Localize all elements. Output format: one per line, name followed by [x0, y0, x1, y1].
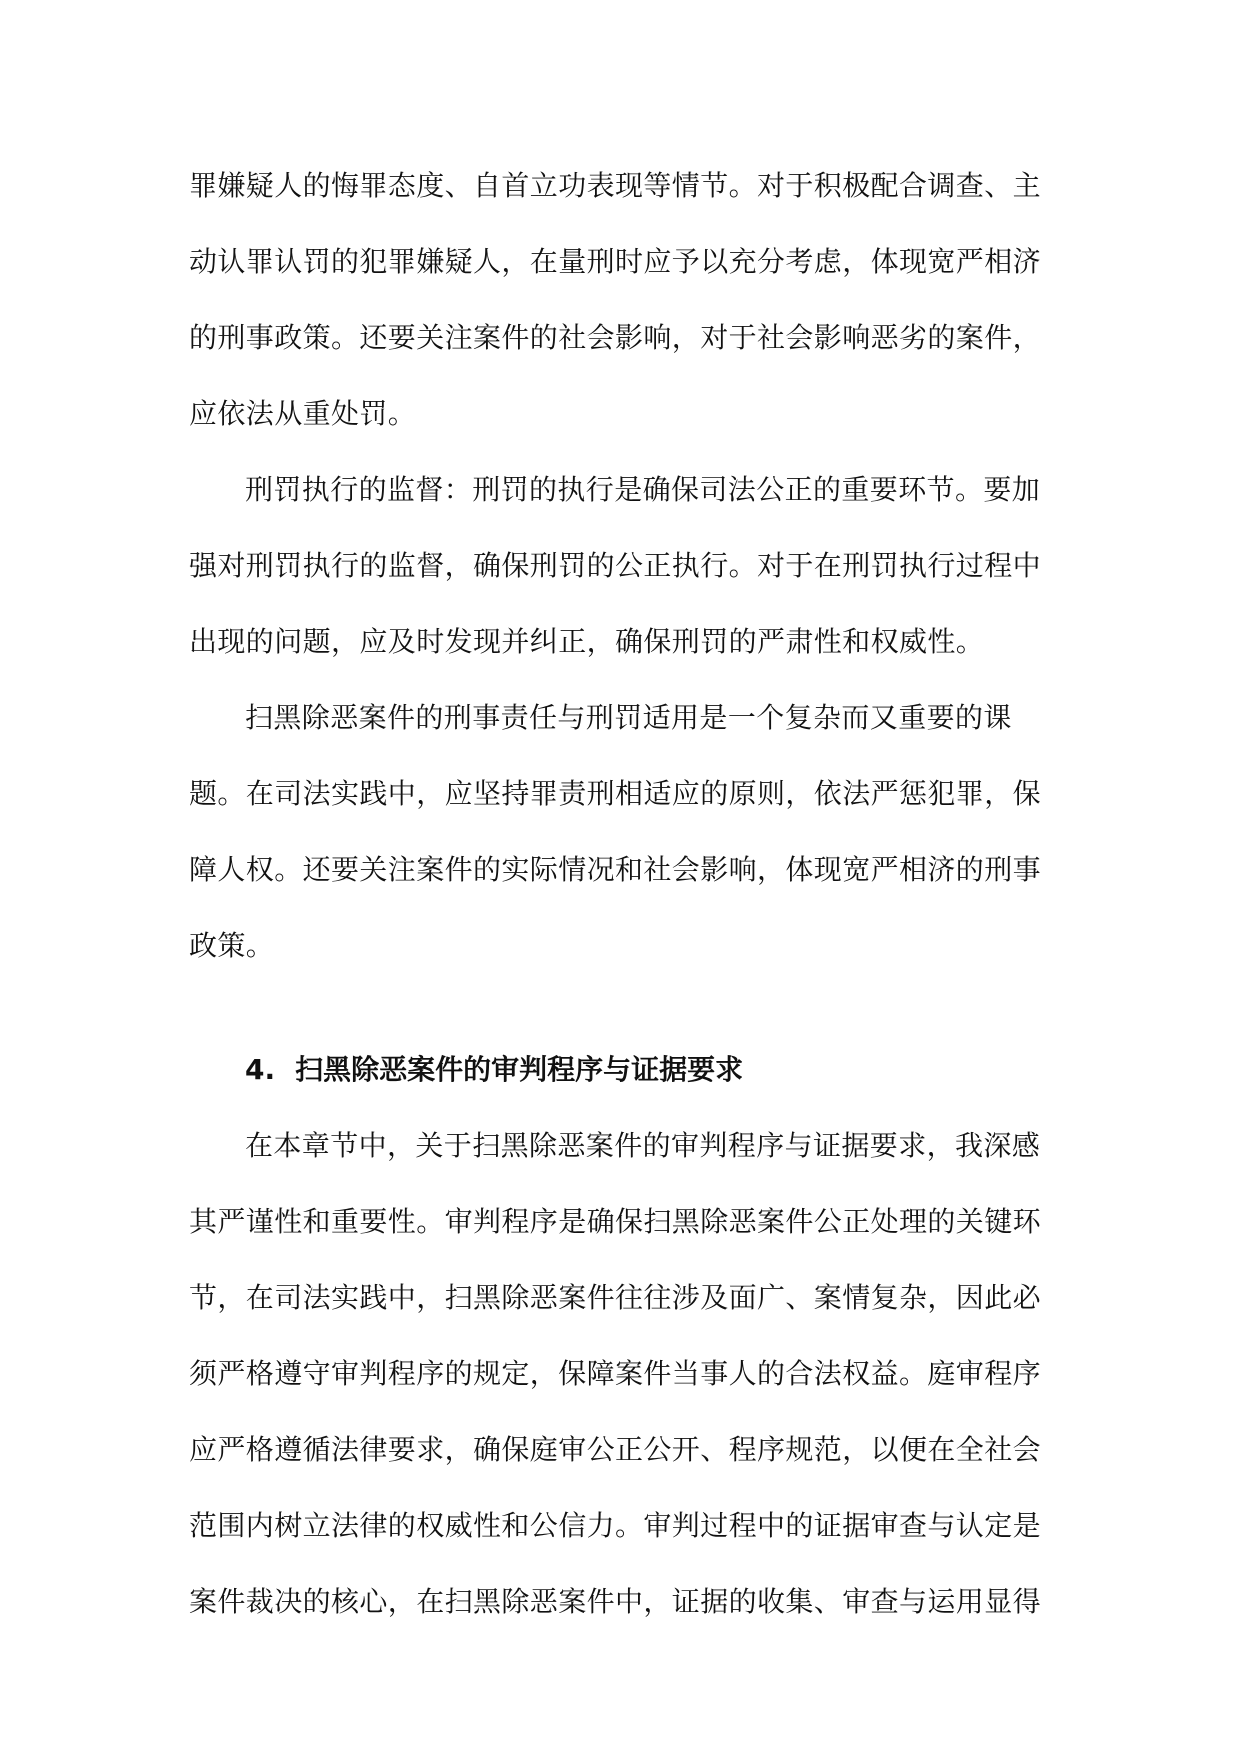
section-heading: [189, 1032, 1059, 1108]
text-line: 题。在司法实践中，应坚持罪责刑相适应的原则，依法严惩犯罪，保: [189, 777, 1042, 810]
section-number: 4.: [245, 1053, 276, 1086]
text-line: 范围内树立法律的权威性和公信力。审判过程中的证据审查与认定是: [189, 1509, 1042, 1542]
document-body: [189, 148, 1059, 1640]
section-title: 扫黑除恶案件的审判程序与证据要求: [295, 1053, 744, 1086]
text-line: 出现的问题，应及时发现并纠正，确保刑罚的严肃性和权威性。: [189, 625, 985, 658]
text-line: 动认罪认罚的犯罪嫌疑人，在量刑时应予以充分考虑，体现宽严相济: [189, 245, 1042, 278]
paragraph: [189, 148, 1059, 452]
text-line: 障人权。还要关注案件的实际情况和社会影响，体现宽严相济的刑事: [189, 853, 1042, 886]
section-spacer: [189, 984, 1059, 1032]
text-line: 应依法从重处罚。: [189, 397, 417, 430]
paragraph: [189, 1108, 1059, 1640]
text-line: 罪嫌疑人的悔罪态度、自首立功表现等情节。对于积极配合调查、主: [189, 169, 1042, 202]
text-line: 须严格遵守审判程序的规定，保障案件当事人的合法权益。庭审程序: [189, 1357, 1042, 1390]
paragraph: [189, 680, 1059, 984]
text-line: 刑罚执行的监督：刑罚的执行是确保司法公正的重要环节。要加: [245, 473, 1041, 506]
text-line: 的刑事政策。还要关注案件的社会影响，对于社会影响恶劣的案件，: [189, 321, 1042, 354]
text-line: 扫黑除恶案件的刑事责任与刑罚适用是一个复杂而又重要的课: [245, 701, 1012, 734]
text-line: 其严谨性和重要性。审判程序是确保扫黑除恶案件公正处理的关键环: [189, 1205, 1042, 1238]
text-line: 强对刑罚执行的监督，确保刑罚的公正执行。对于在刑罚执行过程中: [189, 549, 1042, 582]
text-line: 案件裁决的核心，在扫黑除恶案件中，证据的收集、审查与运用显得: [189, 1585, 1042, 1618]
text-line: 在本章节中，关于扫黑除恶案件的审判程序与证据要求，我深感: [245, 1129, 1041, 1162]
paragraph: [189, 452, 1059, 680]
text-line: 政策。: [189, 929, 275, 962]
text-line: 应严格遵循法律要求，确保庭审公正公开、程序规范，以便在全社会: [189, 1433, 1042, 1466]
text-line: 节，在司法实践中，扫黑除恶案件往往涉及面广、案情复杂，因此必: [189, 1281, 1042, 1314]
